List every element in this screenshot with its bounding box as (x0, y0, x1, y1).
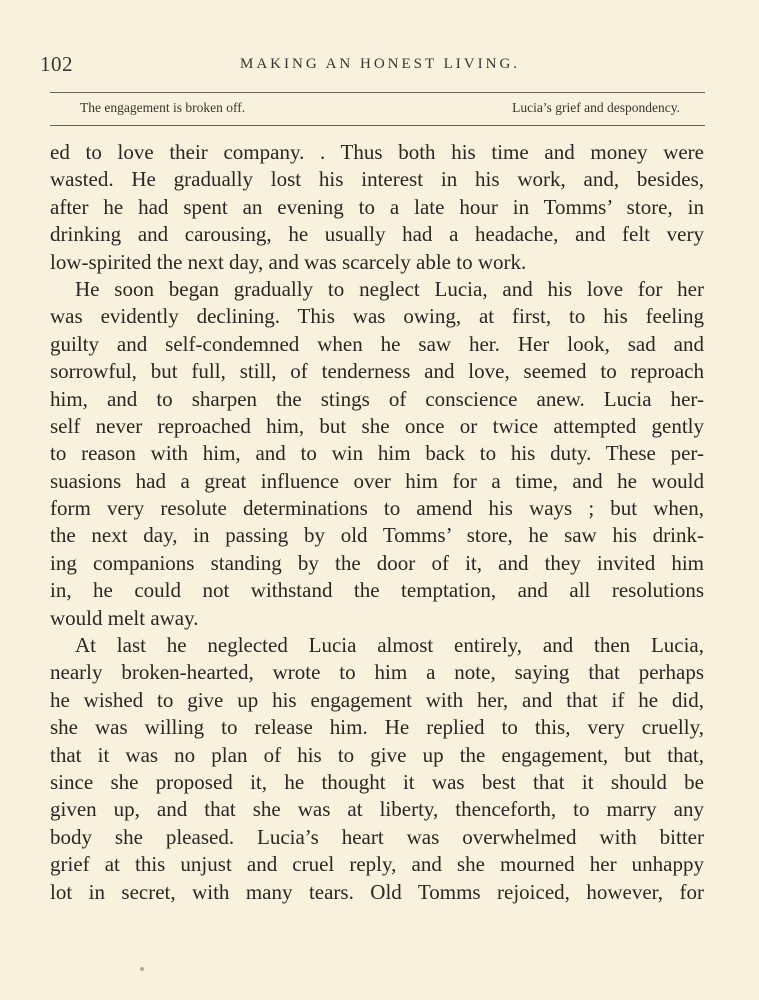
page-number: 102 (40, 52, 73, 76)
text-line: suasions had a great influence over him for a time, and he would (50, 468, 704, 493)
side-note-right: Lucia’s grief and despondency. (512, 100, 680, 115)
text-line: the next day, in passing by old Tomms’ store, he saw his drink- (50, 523, 704, 548)
text-line: nearly broken-hearted, wrote to him a note, saying that perhaps (50, 660, 704, 685)
running-head (40, 52, 720, 82)
text-line: he wished to give up his engagement with her, and that if he did, (50, 687, 704, 712)
text-line: guilty and self-condemned when he saw her. Her look, sad and (50, 331, 704, 356)
text-line: him, and to sharpen the stings of conscience anew. Lucia her- (50, 386, 704, 411)
paper-speck (140, 967, 144, 971)
text-line: body she pleased. Lucia’s heart was overwhelmed with bitter (50, 824, 704, 849)
text-line: ing companions standing by the door of it, and they invited him (50, 550, 704, 575)
text-line: would melt away. (50, 605, 199, 630)
text-line: sorrowful, but full, still, of tenderness and love, seemed to reproach (50, 359, 704, 384)
text-line: after he had spent an evening to a late hour in Tomms’ store, in (50, 194, 704, 219)
text-line: form very resolute determinations to amend his ways ; but when, (50, 496, 704, 521)
text-line: He soon began gradually to neglect Lucia, and his love for her (75, 276, 704, 301)
header-rule-bottom (50, 125, 705, 126)
side-note-left: The engagement is broken off. (80, 100, 246, 115)
header-rule-top (50, 92, 705, 93)
book-title: MAKING AN HONEST LIVING. (240, 56, 521, 72)
text-line: At last he neglected Lucia almost entirely, and then Lucia, (75, 633, 704, 658)
text-line: she was willing to release him. He replied to this, very cruelly, (50, 715, 704, 740)
text-line: to reason with him, and to win him back to his duty. These per- (50, 441, 704, 466)
text-line: wasted. He gradually lost his interest in his work, and, besides, (50, 167, 704, 192)
text-line: in, he could not withstand the temptation, and all resolutions (50, 578, 704, 603)
text-line: since she proposed it, he thought it was best that it should be (50, 769, 704, 794)
text-line: lot in secret, with many tears. Old Tomms rejoiced, however, for (50, 879, 704, 904)
text-line: ed to love their company. . Thus both his time and money were (50, 140, 704, 164)
body-text (50, 139, 704, 906)
marginal-notes (80, 100, 680, 120)
text-line: given up, and that she was at liberty, thenceforth, to marry any (50, 797, 704, 822)
text-line: drinking and carousing, he usually had a headache, and felt very (50, 222, 704, 247)
text-line: low-spirited the next day, and was scarcely able to work. (50, 249, 527, 274)
text-line: grief at this unjust and cruel reply, and she mourned her unhappy (50, 852, 704, 877)
text-line: self never reproached him, but she once or twice attempted gently (50, 413, 704, 438)
text-line: that it was no plan of his to give up the engagement, but that, (50, 742, 704, 767)
text-line: was evidently declining. This was owing, at first, to his feeling (50, 304, 704, 329)
